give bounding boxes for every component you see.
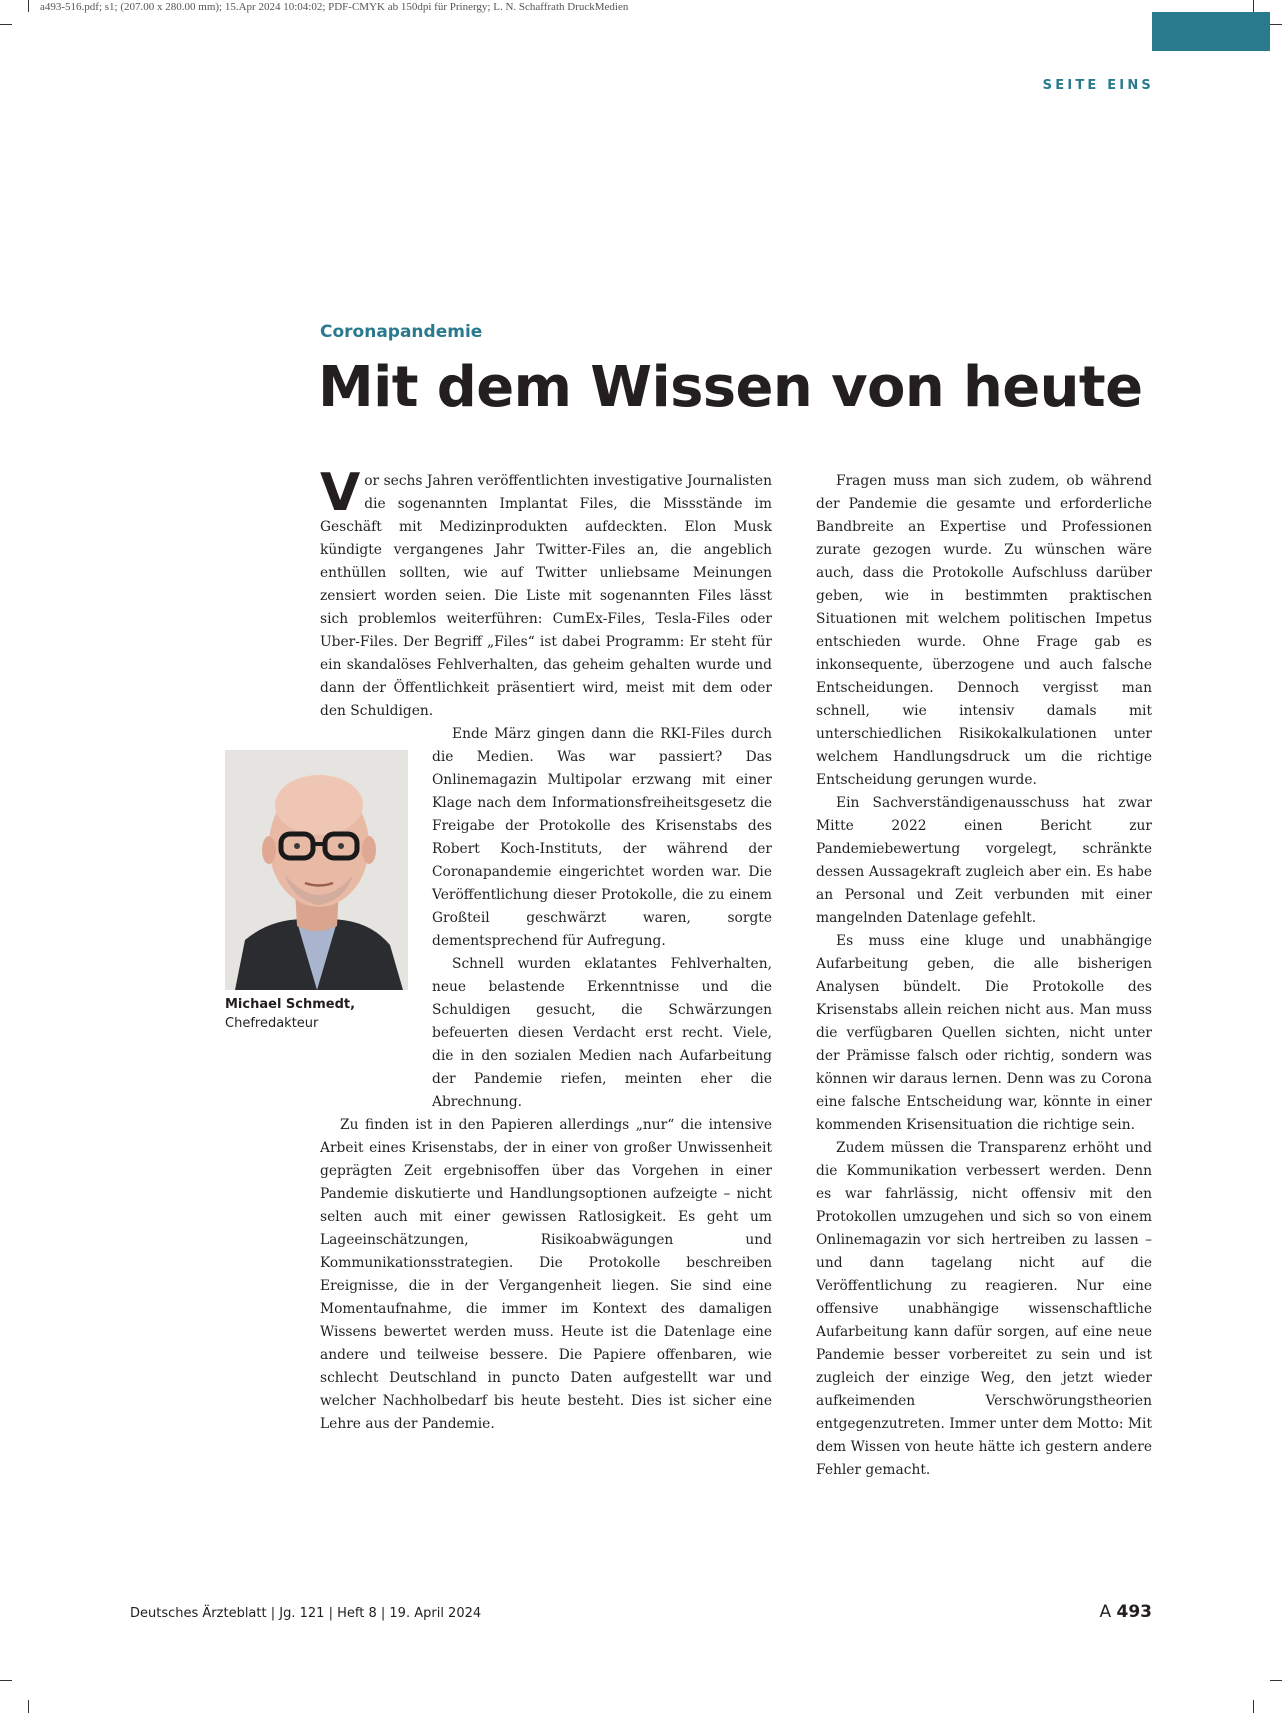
page-number-value: 493 (1116, 1602, 1152, 1622)
print-metadata: a493-516.pdf; s1; (207.00 x 280.00 mm); 15.Apr 2024 10:04:02; PDF-CMYK ab 150dpi für Prinergy; L. N. Schaffrath DruckMedien (40, 1, 629, 13)
separator: | (380, 1606, 386, 1621)
volume: Jg. 121 (279, 1606, 325, 1621)
article-paragraph: Ein Sachverständigenausschuss hat zwar Mitte 2022 einen Bericht zur Pandemiebewertung vorgelegt, schränkte dessen Aussagekraft zugleich aber ein. Es habe an Personal und Zeit verbunden mit einer mangelnden Datenlage gefehlt. (816, 795, 1152, 926)
article-column-right (816, 470, 1152, 1482)
article-paragraph (320, 463, 772, 723)
footer-citation (130, 1606, 481, 1621)
author-photo (225, 750, 408, 990)
author-role: Chefredakteur (225, 1016, 319, 1031)
crop-mark (28, 1700, 29, 1713)
crop-mark (1253, 1700, 1254, 1713)
article-headline: Mit dem Wissen von heute (318, 355, 1143, 420)
page-number (1099, 1602, 1152, 1622)
crop-mark (0, 1680, 12, 1681)
article-kicker: Coronapandemie (320, 322, 483, 342)
crop-mark (0, 24, 12, 25)
issue: Heft 8 (337, 1606, 377, 1621)
crop-mark (1270, 24, 1282, 25)
article-paragraph: Es muss eine kluge und unabhängige Aufarbeitung geben, die alle bisherigen Analysen bündelt. Die Protokolle des Krisenstabs allein reichen nicht aus. Man muss die verfügbaren Quellen sichten, nicht unter der Prämisse falsch oder richtig, sondern was können wir daraus lernen. Denn was zu Corona eine falsche Entscheidung war, könnte in einer kommenden Krisensituation die richtige sein. (816, 933, 1152, 1133)
article-paragraph: Zu finden ist in den Papieren allerdings „nur“ die intensive Arbeit eines Krisenstabs, der in einer von großer Unwissenheit geprägten Zeit ergebnisoffen über das Vorgehen in einer Pandemie diskutierte und Handlungsoptionen aufzeigte – nicht selten auch mit einer gewissen Ratlosigkeit. Es geht um Lageeinschätzungen, Risikoabwägungen und Kommunikationsstrategien. Die Protokolle beschreiben Ereignisse, die in der Vergangenheit liegen. Sie sind eine Momentaufnahme, die immer im Kontext des damaligen Wissens bewertet werden muss. Heute ist die Datenlage eine andere und teilweise bessere. Die Papiere offenbaren, wie schlecht Deutschland in puncto Daten aufgestellt war und welcher Nachholbedarf bis heute besteht. Dies ist sicher eine Lehre aus der Pandemie. (320, 1117, 772, 1432)
journal-name: Deutsches Ärzteblatt (130, 1606, 267, 1621)
paragraph-text: or sechs Jahren veröffentlichten investigative Journalisten die sogenannten Implantat Files, die Missstände im Geschäft mit Medizinprodukten aufdeckten. Elon Musk kündigte vergangenes Jahr Twitter-Files an, die angeblich enthüllen sollten, wie auf Twitter unliebsame Meinungen zensiert worden seien. Die Liste mit sogenannten Files lässt sich problemlos weiterführen: CumEx-Files, Tesla-Files oder Uber-Files. Der Begriff „Files“ ist dabei Programm: Er steht für ein skandalöses Fehlverhalten, das geheim gehalten wurde und dann der Öffentlichkeit präsentiert wird, meist mit dem oder den Schuldigen. (320, 473, 772, 719)
separator: | (328, 1606, 333, 1621)
article-paragraph: Ende März gingen dann die RKI-Files durch die Medien. Was war passiert? Das Onlinemagazin Multipolar erzwang mit einer Klage nach dem Informationsfreiheitsgesetz die Freigabe der Protokolle des Krisenstabs des Robert Koch-Instituts, der während der Coronapandemie eingerichtet worden war. Die Veröffentlichung dieser Protokolle, die zu einem Großteil geschwärzt waren, sorgte dementsprechend für Aufregung. (432, 726, 772, 949)
separator: | (270, 1606, 276, 1621)
author-name: Michael Schmedt, (225, 997, 356, 1012)
section-color-bar (1152, 12, 1270, 51)
crop-mark (1270, 1680, 1282, 1681)
drop-cap: V (320, 463, 361, 523)
author-portrait-image (225, 750, 408, 990)
page-prefix: A (1099, 1602, 1112, 1622)
article-paragraph: Zudem müssen die Transparenz erhöht und die Kommunikation verbessert werden. Denn es war fahrlässig, nicht offensiv mit den Protokollen umzugehen und sich so von einem Onlinemagazin vor sich hertreiben zu lassen – und dann tagelang nicht auf die Veröffentlichung zu reagieren. Nur eine offensive unabhängige wissenschaftliche Aufarbeitung kann dafür sorgen, auf eine neue Pandemie besser vorbereitet zu sein und ist zugleich der einzige Weg, den jetzt wieder aufkeimenden Verschwörungstheorien entgegenzutreten. Immer unter dem Motto: Mit dem Wissen von heute hätte ich gestern andere Fehler gemacht. (816, 1140, 1152, 1478)
article-paragraph: Schnell wurden eklatantes Fehlverhalten, neue belastende Erkenntnisse und die Schuldigen gesucht, die Schwärzungen befeuerten diesen Verdacht erst recht. Viele, die in den sozialen Medien nach Aufarbeitung der Pandemie riefen, meinten eher die Abrechnung. (432, 956, 772, 1110)
article-paragraph: Fragen muss man sich zudem, ob während der Pandemie die gesamte und erforderliche Bandbreite an Expertise und Professionen zurate gezogen wurde. Zu wünschen wäre auch, dass die Protokolle Aufschluss darüber geben, wie in bestimmten praktischen Situationen mit welchem politischen Impetus entschieden wurde. Ohne Frage gab es inkonsequente, überzogene und auch falsche Entscheidungen. Dennoch vergisst man schnell, wie intensiv damals mit unterschiedlichen Risikokalkulationen unter welchem Handlungsdruck um die richtige Entscheidung gerungen wurde. (816, 473, 1152, 788)
issue-date: 19. April 2024 (389, 1606, 482, 1621)
crop-mark (28, 0, 29, 12)
section-label: SEITE EINS (1042, 78, 1154, 93)
crop-mark (1253, 0, 1254, 12)
